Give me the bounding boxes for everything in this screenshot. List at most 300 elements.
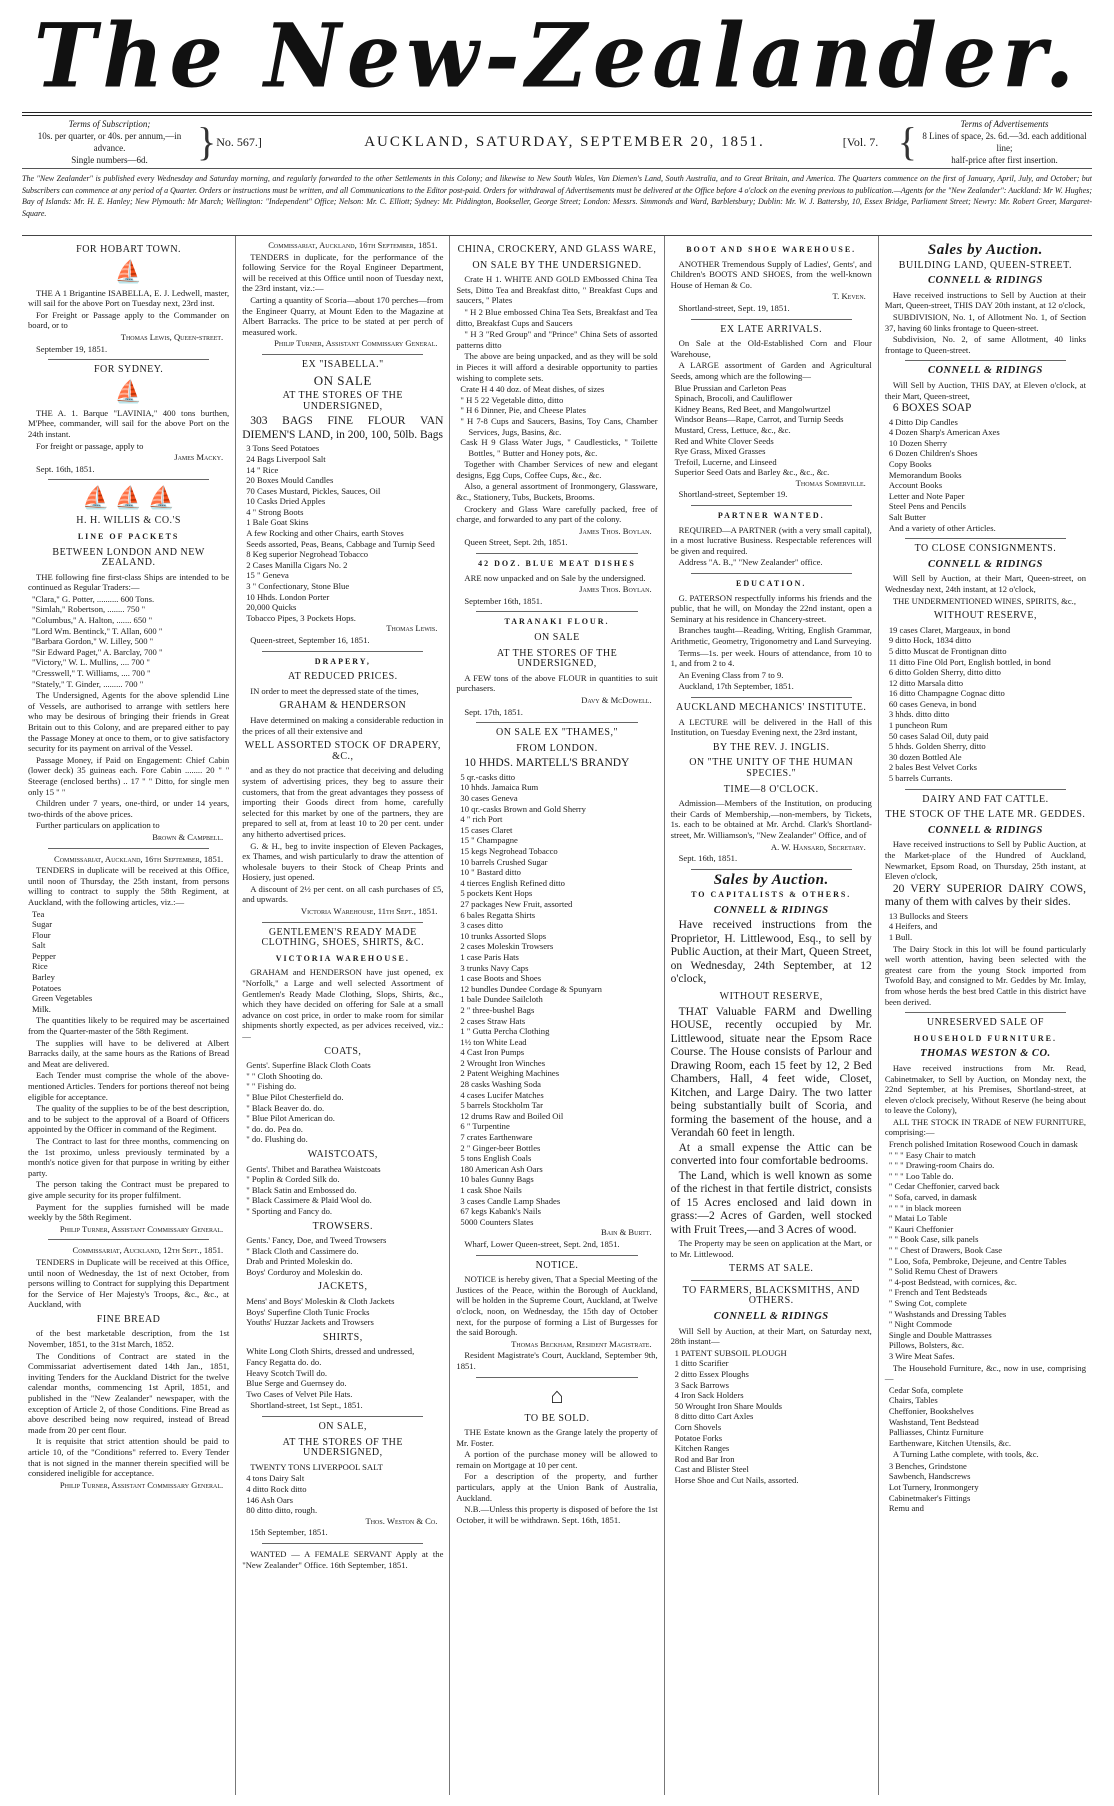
list-item: 5 pockets Kent Hops <box>460 888 533 899</box>
list-item: Rice <box>32 961 48 972</box>
paragraph: SUBDIVISION, No. 1, of Allotment No. 1, of Section 37, having 60 links frontage to Queen-street. <box>884 311 1087 333</box>
list-item: Cheffonier, Bookshelves <box>888 1405 974 1416</box>
heading: JACKETS, <box>318 1281 368 1293</box>
list-item: 1 PATENT SUBSOIL PLOUGH <box>674 1347 787 1358</box>
divider <box>476 722 637 723</box>
divider <box>262 922 423 923</box>
volume: [Vol. 7. <box>842 134 879 149</box>
heading: 42 DOZ. BLUE MEAT DISHES <box>478 559 636 569</box>
list-item: 5 barrels Stockholm Tar <box>460 1100 543 1111</box>
list-item: Pillows, Bolsters, &c. <box>888 1340 965 1351</box>
paragraph: Queen-street, September 16, 1851. <box>250 635 370 645</box>
list-item: 20 Boxes Mould Candles <box>246 475 334 486</box>
paragraph: Will Sell by Auction, at their Mart, Queen-street, on Wednesday next, 24th instant, at 12 o'clock, <box>884 573 1087 594</box>
paragraph: Passage Money, if Paid on Engagement: Chief Cabin (lower deck) 35 guineas each. Fore Cabin ........ 20 " " Steerage (enclosed berths) .. 17 " " Ditto, for single men only 15 " " <box>28 754 230 797</box>
list-item: 19 cases Claret, Margeaux, in bond <box>888 624 1011 635</box>
list-item: Flour <box>32 929 51 940</box>
heading: Sales by Auction. <box>927 242 1043 258</box>
list-item: Washstand, Tent Bedstead <box>888 1416 979 1427</box>
list-item: Potatoes <box>32 982 62 993</box>
paragraph: Subdivision, No. 2, of same Allotment, 40 links frontage to Queen-street. <box>884 334 1087 355</box>
list-item: 3 Tons Seed Potatoes <box>246 443 320 454</box>
list-item: 180 American Ash Oars <box>460 1163 543 1174</box>
issue-date: AUCKLAND, SATURDAY, SEPTEMBER 20, 1851. <box>364 133 765 150</box>
list-item: 9 ditto Hock, 1834 ditto <box>888 635 972 646</box>
heading: ON SALE EX "THAMES," <box>495 727 619 739</box>
list-item: " " " in black moreen <box>888 1202 962 1213</box>
list-item: 4 Iron Sack Holders <box>674 1390 744 1401</box>
paragraph: ARE now unpacked and on Sale by the undersigned. <box>464 572 646 583</box>
paragraph: An Evening Class from 7 to 9. <box>678 669 784 680</box>
list-item: Salt Butter <box>888 511 926 522</box>
paragraph: Address "A. B.," "New Zealander" office. <box>678 557 823 568</box>
list-item: 10 Hhds. London Porter <box>246 591 330 602</box>
heading: DAIRY AND FAT CATTLE. <box>922 793 1049 805</box>
list-item: " Loo, Sofa, Pembroke, Dejeune, and Centre Tables <box>888 1255 1067 1266</box>
list-item: "Simlah," Robertson, ........ 750 " <box>32 604 146 615</box>
list-item: 10 barrels Crushed Sugar <box>460 856 548 867</box>
list-item: 15 kegs Negrohead Tobacco <box>460 846 558 856</box>
list-item: 50 cases Salad Oil, duty paid <box>888 730 989 741</box>
list-item: " Night Commode <box>888 1319 952 1330</box>
advertisement-title: Terms of Advertisements <box>960 119 1049 129</box>
paragraph: Branches taught—Reading, Writing, English Grammar, Arithmetic, Geometry, Trigonometry and Land Surveying. <box>670 625 872 646</box>
list-item: Chairs, Tables <box>888 1395 938 1406</box>
heading: TO CLOSE CONSIGNMENTS. <box>914 543 1057 555</box>
heading: H. H. WILLIS & CO.'S <box>76 515 181 527</box>
list-item: Palliasses, Chintz Furniture <box>888 1427 984 1438</box>
issue-number: No. 567.] <box>216 134 262 149</box>
list-item: "Lord Wm. Bentinck," T. Allan, 600 " <box>32 625 163 636</box>
list-item: Single and Double Mattrasses <box>888 1329 992 1340</box>
list-item: Blue Serge and Guernsey do. <box>246 1378 347 1389</box>
list-item: Remu and <box>888 1503 924 1514</box>
heading: WELL ASSORTED STOCK OF DRAPERY, &C., <box>244 740 441 762</box>
list-item: 4 Dozen Sharp's American Axes <box>888 427 1000 438</box>
list-item: Rod and Bar Iron <box>674 1453 735 1464</box>
list-item: 24 Bags Liverpool Salt <box>246 453 326 464</box>
paragraph: TWENTY TONS LIVERPOOL SALT <box>250 1461 383 1472</box>
signature: Davy & McDowell. <box>581 694 652 705</box>
paragraph: " H 3 "Red Group" and "Prince" China Sets of assorted patterns ditto <box>456 329 658 350</box>
paragraph: Admission—Members of the Institution, on producing their Cards of Membership,—non-members, by Tickets, 1s. each to be obtained at Mr. Archd. Clark's Shortland-street, Mr. Williamson's, "New Zealander" Office, and of <box>670 798 872 840</box>
heading: CONNELL & RIDINGS <box>927 365 1043 377</box>
heading: HOUSEHOLD FURNITURE. <box>913 1033 1057 1043</box>
subscription-title: Terms of Subscription; <box>68 119 151 129</box>
advertisement-terms <box>917 118 1092 166</box>
list-item: Salt <box>32 940 46 951</box>
list-item: 2 " three-bushel Bags <box>460 1004 535 1015</box>
paragraph: The person taking the Contract must be prepared to give ample security for its proper fulfilment. <box>28 1179 230 1200</box>
list-item: 13 Bullocks and Steers <box>888 910 968 921</box>
list-item: 70 Cases Mustard, Pickles, Sauces, Oil <box>246 485 381 496</box>
list-item: Sugar <box>32 919 53 930</box>
list-item: Cedar Sofa, complete <box>888 1384 964 1395</box>
list-item: 6 Dozen Children's Shoes <box>888 448 978 459</box>
divider <box>262 1543 423 1544</box>
paragraph: A Turning Lathe complete, with tools, &c. <box>892 1449 1039 1460</box>
paragraph: TENDERS in Duplicate will be received at this Office, until noon of Wednesday, the 1st of next October, from persons willing to Contract for supplying this Department for the Service of Her Majesty's Troops, &c., &c., at Auckland, with <box>28 1256 230 1310</box>
heading: BETWEEN LONDON AND NEW ZEALAND. <box>52 546 205 569</box>
paragraph: GRAHAM and HENDERSON have just opened, ex "Norfolk," a Large and well selected Assortment of Gentlemen's Ready Made Clothing, Slops, Shirts, &c., which they have decided on offering for Sale at a small advance on cost price, in order to make room for similar shipments shortly expected, as per advices received, viz.:— <box>242 967 444 1041</box>
paragraph: THE UNDERMENTIONED WINES, SPIRITS, &c., <box>892 595 1076 606</box>
list-item: Account Books <box>888 480 943 491</box>
paragraph: 10 HHDS. MARTELL'S BRANDY <box>464 757 630 770</box>
list-item: 1 puncheon Rum <box>888 720 948 731</box>
heading: CONNELL & RIDINGS <box>713 1311 829 1323</box>
list-item: " " Fishing do. <box>246 1081 297 1092</box>
list-item: 30 cases Geneva <box>460 793 518 804</box>
list-item: "Victory," W. L. Mullins, .... 700 " <box>32 657 150 668</box>
column-2 <box>235 236 449 1795</box>
list-item: Barley <box>32 972 55 983</box>
heading: ON SALE, <box>318 1421 368 1432</box>
list-item: Tea <box>32 908 45 919</box>
list-item: Potatoe Forks <box>674 1432 723 1443</box>
signature: Commissariat, Auckland, 12th Sept., 1851. <box>72 1245 224 1256</box>
paragraph: G. PATERSON respectfully informs his friends and the public, that he will, on Monday the 22nd instant, open a Seminary at his residence in Chancery-street. <box>670 592 872 624</box>
heading: TIME—8 O'CLOCK. <box>723 783 819 795</box>
paragraph: September 19, 1851. <box>36 343 108 354</box>
list-item: 4 cases Lucifer Matches <box>460 1089 544 1100</box>
list-item: " Solid Remu Chest of Drawers <box>888 1266 998 1277</box>
divider <box>48 359 209 360</box>
list-item: 15 cases Claret <box>460 824 513 835</box>
heading: AT THE STORES OF THE UNDERSIGNED, <box>282 390 403 412</box>
heading: BUILDING LAND, QUEEN-STREET. <box>898 259 1073 271</box>
heading: NOTICE. <box>535 1259 579 1271</box>
paragraph: At a small expense the Attic can be converted into four comfortable bedrooms. <box>670 1141 872 1168</box>
paragraph: 303 BAGS FINE FLOUR VAN DIEMEN'S LAND, in 200, 100, 50lb. Bags <box>242 415 444 441</box>
list-item: 60 cases Geneva, in bond <box>888 698 977 709</box>
list-item: 1 case Paris Hats <box>460 951 519 962</box>
list-item: 3 cases Candle Lamp Shades <box>460 1195 561 1206</box>
list-item: 1 cask Shoe Nails <box>460 1185 522 1195</box>
paragraph: The Property may be seen on application at the Mart, or to Mr. Littlewood. <box>670 1238 872 1259</box>
paragraph: THAT Valuable FARM and Dwelling HOUSE, recently occupied by Mr. Littlewood, situate near the Epsom Race Course. The House consists of Parlour and Drawing Room, each 15 feet by 12, 2 Bed Chambers, Hall, 4 feet wide, Closet, Kitchen, and Large Dairy. The two latter being substantially built of Scoria, and forming the basement of the house, and a Verandah 60 feet in length. <box>670 1005 872 1140</box>
list-item: 12 drums Raw and Boiled Oil <box>460 1110 564 1121</box>
list-item: " " " Easy Chair to match <box>888 1149 976 1160</box>
list-item: Steel Pens and Pencils <box>888 501 966 512</box>
list-item: 3 cases ditto <box>460 920 503 931</box>
list-item: 1 case Boots and Shoes <box>460 973 542 984</box>
signature: Commissariat, Auckland, 16th September, 1851. <box>53 853 224 864</box>
list-item: 10 trunks Assorted Slops <box>460 930 547 941</box>
ship-icon: ⛵ ⛵ ⛵ <box>82 485 176 511</box>
divider <box>691 505 852 506</box>
list-item: 3 Benches, Grindstone <box>888 1460 967 1471</box>
list-item: 5 barrels Currants. <box>888 773 953 784</box>
list-item: Gents.' Fancy, Doe, and Tweed Trowsers <box>246 1235 387 1246</box>
list-item: Seeds assorted, Peas, Beans, Cabbage and Turnip Seed <box>246 538 435 549</box>
list-item: 2 Patent Weighing Machines <box>460 1068 560 1079</box>
list-item: 4 ditto Rock ditto <box>246 1483 307 1494</box>
paragraph: For freight or passage, apply to <box>36 440 144 451</box>
ship-icon: ⛵ <box>114 378 143 404</box>
signature: Philip Turner, Assistant Commissary General. <box>59 1479 224 1490</box>
heading: THOMAS WESTON & CO. <box>920 1048 1051 1060</box>
heading: ON SALE <box>534 632 580 643</box>
heading: FROM LONDON. <box>516 742 598 754</box>
paragraph: Queen Street, Sept. 2th, 1851. <box>464 537 568 548</box>
list-item: 4 tons Dairy Salt <box>246 1473 305 1484</box>
list-item: 4 tierces English Refined ditto <box>460 877 565 888</box>
list-item: Mens' and Boys' Moleskin & Cloth Jackets <box>246 1296 395 1307</box>
list-item: 80 ditto ditto, rough. <box>246 1505 318 1516</box>
heading: VICTORIA WAREHOUSE. <box>275 953 410 963</box>
paragraph: The Undersigned, Agents for the above splendid Line of Vessels, are authorised to arrange with settlers here who may be desirous of bringing their friends in Great Britain out to this Colony, and are prepared either to pay the Passage Money at once to them, or to give satisfactory security for its payment on arrival of the Vessel. <box>28 690 230 754</box>
list-item: Mustard, Cress, Lettuce, &c., &c. <box>674 424 791 435</box>
paragraph: Terms—1s. per week. Hours of attendance, from 10 to 1, and from 2 to 4. <box>670 647 872 669</box>
list-item: 5 hhds. Golden Sherry, ditto <box>888 741 986 752</box>
paragraph: Also, a general assortment of Ironmongery, Glassware, &c., Stationery, Tubs, Buckets, Brooms. <box>456 481 658 503</box>
list-item: Trefoil, Lucerne, and Linseed <box>674 456 777 467</box>
list-item: " " " Drawing-room Chairs do. <box>888 1160 995 1171</box>
signature: Thomas Lewis, Queen-street. <box>120 331 224 342</box>
paragraph: Shortland-street, Sept. 19, 1851. <box>678 302 790 313</box>
paragraph: THE following fine first-class Ships are intended to be continued as Regular Traders:— <box>28 571 230 593</box>
paragraph: The Conditions of Contract are stated in the Commissariat advertisement dated 14th Jan., 1851, inviting Tenders for the Auckland District for the twelve calendar months, commencing 1st April, 1851, and published in the "New Zealander" newspaper, with the exception of Article 2, of those Conditions. Fine Bread as above described being now required, instead of Bread made from 20 per cent flour. <box>28 1350 230 1435</box>
list-item: 6 ditto Golden Sherry, ditto ditto <box>888 667 1001 678</box>
paragraph: IN order to meet the depressed state of the times, <box>250 685 419 696</box>
list-item: 3 " Confectionary, Stone Blue <box>246 581 350 592</box>
columns <box>22 235 1092 1795</box>
list-item: Sawbench, Handscrews <box>888 1471 971 1482</box>
list-item: 4 " rich Port <box>460 814 503 825</box>
signature: Brown & Campbell. <box>152 831 224 842</box>
list-item: Pepper <box>32 950 56 961</box>
list-item: Copy Books <box>888 459 932 469</box>
heading: FOR SYDNEY. <box>93 364 164 376</box>
heading: WAISTCOATS, <box>307 1148 378 1160</box>
signature: Thomas Lewis. <box>386 623 438 634</box>
list-item: Boys' Superfine Cloth Tunic Frocks <box>246 1306 370 1317</box>
list-item: " " Book Case, silk panels <box>888 1234 979 1245</box>
list-item: White Long Cloth Shirts, dressed and undressed, <box>246 1346 415 1357</box>
list-item: 30 dozen Bottled Ale <box>888 751 962 762</box>
heading: TROWSERS. <box>312 1220 373 1232</box>
divider <box>476 553 637 554</box>
heading: EDUCATION. <box>736 579 807 589</box>
heading: CONNELL & RIDINGS <box>713 904 829 916</box>
heading: TARANAKI FLOUR. <box>504 617 610 627</box>
list-item: French polished Imitation Rosewood Couch in damask <box>888 1139 1078 1150</box>
paragraph: ALL THE STOCK IN TRADE of NEW FURNITURE, comprising:— <box>884 1116 1087 1138</box>
paragraph: 20 VERY SUPERIOR DAIRY COWS, many of them with calves by their sides. <box>884 882 1087 909</box>
paragraph: On Sale at the Old-Established Corn and Flour Warehouse, <box>670 338 872 359</box>
paragraph: Carting a quantity of Scoria—about 170 perches—from the Engineer Quarry, at Mount Eden to the Magazine at Albert Barracks. The price to be stated at per perch of measured work. <box>242 294 444 337</box>
heading: EX LATE ARRIVALS. <box>720 323 823 335</box>
signature: Commissariat, Auckland, 16th September, 1851. <box>268 240 438 250</box>
paragraph: THE A 1 Brigantine ISABELLA, E. J. Ledwell, master, will sail for the above Port on Tuesday next, 23rd inst. <box>28 287 230 309</box>
list-item: " Swing Cot, complete <box>888 1297 967 1308</box>
divider <box>691 319 852 320</box>
heading: ON "THE UNITY OF THE HUMAN SPECIES." <box>689 757 854 779</box>
paragraph: The Land, which is well known as some of the richest in that fertile district, consists of 15 Acres enclosed and laid down in grass:—2 Acres of Garden, well stocked with Fruit Trees,—and 3 Acres of wood. <box>670 1169 872 1236</box>
list-item: " French and Tent Bedsteads <box>888 1287 988 1298</box>
list-item: Crate H 4 40 doz. of Meat dishes, of sizes <box>460 384 605 395</box>
list-item: Heavy Scotch Twill do. <box>246 1367 328 1378</box>
list-item: 3 Sack Barrows <box>674 1379 730 1390</box>
paragraph: Crate H 1. WHITE AND GOLD EMbossed China Tea Sets, Ditto Tea and Breakfast ditto, " Breakfast Cups and saucers, " Plates <box>456 274 658 306</box>
list-item: 2 " Ginger-beer Bottles <box>460 1142 541 1153</box>
heading: LINE OF PACKETS <box>77 531 180 541</box>
list-item: 10 qr.-casks Brown and Gold Sherry <box>460 803 586 814</box>
divider <box>48 848 209 849</box>
list-item: " " Chest of Drawers, Book Case <box>888 1245 1003 1255</box>
heading: CONNELL & RIDINGS <box>927 275 1043 287</box>
list-item: 10 " Bastard ditto <box>460 867 521 878</box>
list-item: 146 Ash Oars <box>246 1494 293 1505</box>
paragraph: Have received instructions from Mr. Read, Cabinetmaker, to Sell by Auction, on Monday next, the 22nd September, at his Premises, Shortland-street, at eleven o'clock precisely, Without Reserve (he being about to leave the Colony), <box>884 1062 1087 1116</box>
list-item: Windsor Beans—Rape, Carrot, and Turnip Seeds <box>674 414 844 425</box>
list-item: 28 casks Washing Soda <box>460 1079 541 1090</box>
list-item: "Barbara Gordon," W. Lilley, 500 " <box>32 636 154 647</box>
heading: SHIRTS, <box>322 1331 363 1343</box>
paragraph: Will Sell by Auction, at their Mart, on Saturday next, 28th instant— <box>670 1325 872 1347</box>
signature: James Thos. Boylan. <box>579 584 652 595</box>
divider <box>48 479 209 480</box>
paragraph: WANTED — A FEMALE SERVANT Apply at the "New Zealander" Office. 16th September, 1851. <box>242 1548 444 1570</box>
paragraph: The quantities likely to be required may be ascertained from the Quarter-master of the 58th Regiment. <box>28 1015 230 1037</box>
column-1 <box>22 236 235 1795</box>
paragraph: TENDERS in duplicate, for the performance of the following Service for the Royal Engineer Department, will be received at this Office until noon of Tuesday next, the 23rd instant, viz.:— <box>242 251 444 294</box>
list-item: " " " Loo Table do. <box>888 1170 954 1181</box>
paragraph: Have received instructions to Sell by Public Auction, at the Market-place of the Hundred of Auckland, Newmarket, Epsom Road, on Thursday, 25th instant, at Eleven o'clock, <box>884 839 1087 882</box>
list-item: 15 " Champagne <box>460 835 518 846</box>
list-item: Lot Turnery, Ironmongery <box>888 1482 979 1493</box>
list-item: 2 bales Best Velvet Corks <box>888 762 977 773</box>
heading: AT REDUCED PRICES. <box>287 671 398 683</box>
paragraph: " H 2 Blue embossed China Tea Sets, Breakfast and Tea ditto, Breakfast Cups and Saucers <box>456 306 658 328</box>
heading: CONNELL & RIDINGS <box>927 558 1043 570</box>
paragraph: Sept. 16th, 1851. <box>678 853 738 864</box>
divider <box>905 1012 1066 1013</box>
heading: AT THE STORES OF THE UNDERSIGNED, <box>282 1436 403 1459</box>
paragraph: Sept. 17th, 1851. <box>464 706 523 717</box>
signature: A. W. Hansard, Secretary. <box>770 841 866 852</box>
list-item: Cask H 9 Glass Water Jugs, " Caudlesticks, " Toilette Bottles, " Butter and Honey pots, &c. <box>460 437 658 458</box>
list-item: " Black Cloth and Cassimere do. <box>246 1245 359 1256</box>
paragraph: Shortland-street, 1st Sept., 1851. <box>250 1400 363 1411</box>
divider <box>691 1280 852 1281</box>
list-item: " Poplin & Corded Silk do. <box>246 1174 340 1185</box>
signature: Thomas Beckham, Resident Magistrate. <box>511 1338 652 1349</box>
list-item: 2 Cases Manilla Cigars No. 2 <box>246 559 348 570</box>
paragraph: The Household Furniture, &c., now in use, comprising— <box>884 1362 1087 1384</box>
divider <box>262 1416 423 1417</box>
list-item: And a variety of other Articles. <box>888 522 996 533</box>
paragraph: THE A. 1. Barque "LAVINIA," 400 tons burthen, M'Phee, commander, will sail for the above Port on the 24th instant. <box>28 407 230 439</box>
heading: BY THE REV. J. INGLIS. <box>712 741 830 753</box>
heading: THE STOCK OF THE LATE MR. GEDDES. <box>885 809 1086 821</box>
ship-icon: ⛵ <box>114 258 143 284</box>
list-item: " H 5 22 Vegetable ditto, ditto <box>460 394 564 405</box>
list-item: 1 " Gutta Percha Clothing <box>460 1026 550 1037</box>
list-item: " Blue Pilot Chesterfield do. <box>246 1091 344 1102</box>
signature: Philip Turner, Assistant Commissary General. <box>59 1223 224 1234</box>
paragraph: Sept. 16th, 1851. <box>36 463 95 474</box>
list-item: Blue Prussian and Carleton Peas <box>674 382 787 393</box>
list-item: 10 bales Gunny Bags <box>460 1174 534 1185</box>
list-item: 16 ditto Champagne Cognac ditto <box>888 688 1005 699</box>
paragraph: Shortland-street, September 19. <box>678 489 788 500</box>
paragraph: Payment for the supplies furnished will be made weekly by the 58th Regiment. <box>28 1201 230 1223</box>
list-item: 1 ditto Scarifier <box>674 1358 729 1369</box>
brace: { <box>897 119 917 164</box>
list-item: 3 hhds. ditto ditto <box>888 709 950 720</box>
list-item: " do. Flushing do. <box>246 1134 308 1145</box>
list-item: Letter and Note Paper <box>888 490 965 501</box>
list-item: 2 cases Straw Hats <box>460 1015 526 1026</box>
divider <box>476 1255 637 1256</box>
divider <box>476 611 637 612</box>
signature: James Thos. Boylan. <box>579 525 652 536</box>
list-item: "Sir Edward Paget," A. Barclay, 700 " <box>32 646 163 657</box>
heading: TO FARMERS, BLACKSMITHS, AND OTHERS. <box>682 1284 860 1307</box>
paragraph: Crockery and Glass Ware carefully packed, free of charge, and forwarded to any part of the colony. <box>456 503 658 525</box>
paragraph: Children under 7 years, one-third, or under 14 years, two-thirds of the above prices. <box>28 798 230 819</box>
list-item: 8 Keg superior Negrohead Tobacco <box>246 549 369 560</box>
list-item: 3 Wire Meat Safes. <box>888 1350 955 1361</box>
heading: ON SALE <box>313 372 372 388</box>
list-item: " Kauri Cheffonier <box>888 1223 954 1234</box>
list-item: Superior Seed Oats and Barley &c., &c., &c. <box>674 467 830 478</box>
list-item: 67 kegs Kabank's Nails <box>460 1206 541 1217</box>
paragraph: The Contract to last for three months, commencing on the 1st proximo, unless previously terminated by a month's notice given for that purpose in writing by either party. <box>28 1135 230 1178</box>
heading: TO BE SOLD. <box>524 1412 590 1424</box>
list-item: 4 " Strong Boots <box>246 506 304 517</box>
list-item: 5 qr.-casks ditto <box>460 771 516 782</box>
paragraph: 6 BOXES SOAP <box>892 402 972 415</box>
list-item: 15 " Geneva <box>246 570 289 581</box>
list-item: 8 ditto ditto Cart Axles <box>674 1411 754 1422</box>
list-item: Fancy Regatta do. do. <box>246 1357 322 1368</box>
column-3 <box>449 236 663 1795</box>
list-item: 20,000 Quicks <box>246 602 297 613</box>
list-item: " Sofa, carved, in damask <box>888 1192 977 1203</box>
paragraph: The quality of the supplies to be of the best description, and to be subject to the approval of a Board of Officers appointed by the Officer in command of the Regiment. <box>28 1103 230 1135</box>
divider <box>905 360 1066 361</box>
paragraph: For Freight or Passage apply to the Commander on board, or to <box>28 309 230 331</box>
list-item: "Columbus," A. Halton, ....... 650 " <box>32 615 153 626</box>
advertisement-price: 8 Lines of space, 2s. 6d.—3d. each additional line; <box>922 131 1087 153</box>
heading: FOR HOBART TOWN. <box>76 244 182 255</box>
list-item: " do. do. Pea do. <box>246 1123 303 1134</box>
divider <box>476 1377 637 1378</box>
divider <box>691 697 852 698</box>
divider <box>22 168 1092 169</box>
heading: GENTLEMEN'S READY MADE CLOTHING, SHOES, SHIRTS, &C. <box>261 926 425 949</box>
heading: TO CAPITALISTS & OTHERS. <box>691 890 852 900</box>
heading: PARTNER WANTED. <box>717 511 825 521</box>
newspaper-title: The New-Zealander. <box>33 3 1081 108</box>
list-item: Kitchen Ranges <box>674 1443 730 1454</box>
list-item: 1 Bale Goat Skins <box>246 517 309 528</box>
divider <box>262 651 423 652</box>
heading: CHINA, CROCKERY, AND GLASS WARE, <box>457 244 657 255</box>
list-item: Gents'. Thibet and Barathea Waistcoats <box>246 1163 381 1174</box>
list-item: 4 Cast Iron Pumps <box>460 1047 525 1058</box>
subscription-price: 10s. per quarter, or 40s. per annum,—in advance. <box>37 131 182 153</box>
paragraph: of the best marketable description, from the 1st November, 1851, to the 31st March, 1852. <box>28 1328 230 1350</box>
list-item: " Matai Lo Table <box>888 1213 948 1224</box>
paragraph: A portion of the purchase money will be allowed to remain on Mortgage at 10 per cent. <box>456 1449 658 1470</box>
list-item: 10 Dozen Sherry <box>888 437 948 448</box>
list-item: Gents'. Superfine Black Cloth Coats <box>246 1060 371 1071</box>
list-item: " H 7-8 Cups and Saucers, Basins, Toy Cans, Chamber Services, Jugs, Basins, &c. <box>460 415 658 437</box>
list-item: 4 Heifers, and <box>888 921 938 932</box>
